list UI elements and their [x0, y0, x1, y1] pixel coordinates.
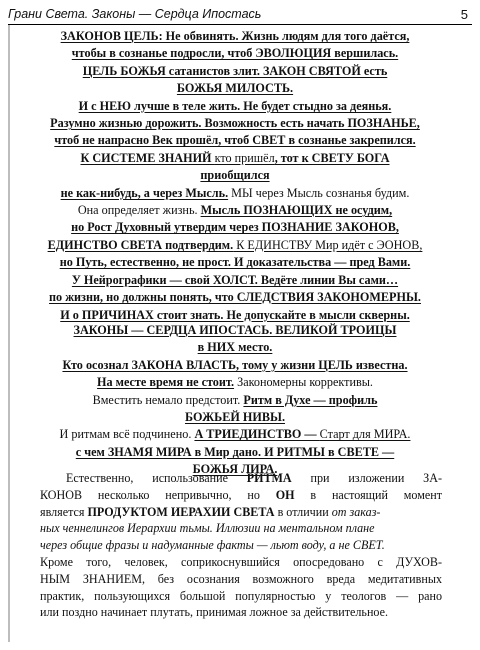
prose-line [40, 520, 442, 537]
text-run: Кроме того, человек, соприкоснувшийся опосредовано с ДУХОВ- [40, 554, 442, 569]
text-run: по жизни, но должны понять, что СЛЕДСТВИЯ ЗАКОНОМЕРНЫ. [49, 290, 421, 305]
verse-line [30, 63, 440, 80]
prose-line [40, 604, 442, 621]
text-run: не как-нибудь, а через Мысль. [60, 185, 229, 200]
verse-line [30, 115, 440, 132]
text-run: МЫ через Мысль сознанья будим. [228, 185, 410, 200]
text-run: К ЕДИНСТВУ Мир идёт с ЭОНОВ, [233, 237, 423, 252]
verse-line [30, 237, 440, 254]
text-run: кто пришёл [214, 150, 275, 165]
text-run: Она определяет жизнь. [77, 203, 201, 218]
text-run: БОЖЬЯ ЛИРА. [192, 462, 278, 477]
text-run: Мысль ПОЗНАЮЩИХ не осудим, [200, 203, 393, 218]
text-run: И о ПРИЧИНАХ стоит знать. Не допускайте в мысли скверны. [60, 307, 410, 322]
text-run: чтоб не напрасно Век прошёл, чтоб СВЕТ в сознанье закрепился. [54, 133, 416, 148]
text-run: с чем ЗНАМЯ МИРА в Мир дано. И РИТМЫ в СВЕТЕ — [75, 444, 395, 459]
verse-line [30, 150, 440, 167]
text-run: ЗАКОНОВ ЦЕЛЬ: Не обвинять. Жизнь людям для того даётся, [60, 29, 410, 43]
text-run: И ритмам всё подчинено. [59, 427, 195, 442]
text-run: в НИХ место. [197, 340, 273, 355]
text-run: Разумно жизнью дорожить. Возможность есть начать ПОЗНАНЬЕ, [50, 116, 420, 131]
verse-line [30, 254, 440, 271]
verse-line [30, 45, 440, 62]
text-run: БОЖЬЯ МИЛОСТЬ. [176, 81, 294, 96]
prose-line [40, 554, 442, 571]
verse-line [30, 392, 440, 409]
text-run: практик, пользующихся большой популярностью у теологов — рано [40, 588, 442, 603]
text-run: Ритм в Духе — профиль [243, 392, 378, 407]
verse-line [30, 219, 440, 236]
verse-line [30, 289, 440, 306]
header-title: Грани Света. Законы — Сердца Ипостась [8, 7, 262, 21]
text-run: от заказ- [331, 504, 381, 519]
text-run: является [40, 504, 88, 519]
text-run: ЕДИНСТВО СВЕТА подтвердим. [47, 237, 234, 252]
text-run: но Путь, естественно, не прост. И доказательства — пред Вами. [59, 255, 411, 270]
text-run: чтобы в сознанье подросли, чтоб ЭВОЛЮЦИЯ вершилась. [71, 46, 399, 61]
page-edge-shadow [8, 24, 10, 642]
text-run: К СИСТЕМЕ ЗНАНИЙ [80, 150, 215, 165]
text-run: ЦЕЛЬ БОЖЬЯ сатанистов злит. ЗАКОН СВЯТОЙ есть [82, 63, 388, 78]
text-run: через общие фразы и надуманные факты — льют воду, а не СВЕТ. [40, 538, 385, 553]
prose-line [40, 571, 442, 588]
text-run: ЗАКОНЫ — СЕРДЦА ИПОСТАСЬ. ВЕЛИКОЙ ТРОИЦЫ [73, 323, 397, 337]
text-run: НЫМ ЗНАНИЕМ, без осознания возможного вреда медитативных [40, 571, 442, 586]
text-run: Вместить немало предстоит. [92, 392, 244, 407]
text-run: КОНОВ несколько непривычно, но [40, 487, 276, 502]
text-run: в отличии [274, 504, 332, 519]
text-run: ПРОДУКТОМ ИЕРАХИИ СВЕТА [87, 504, 275, 519]
verse-line [30, 98, 440, 115]
text-run: БОЖЬЕЙ НИВЫ. [184, 410, 286, 425]
text-run: Естественно, использование [66, 471, 247, 485]
text-run: И с НЕЮ лучше в теле жить. Не будет стыдно за деянья. [78, 98, 392, 113]
text-run: но Рост Духовный утвердим через ПОЗНАНИЕ ЗАКОНОВ, [71, 220, 399, 235]
verse-line [30, 357, 440, 374]
commentary-paragraph [40, 470, 442, 621]
text-run: или поздно начинает плутать, принимая ложное за действительное. [40, 605, 389, 620]
running-header [8, 6, 472, 25]
verse-line [30, 272, 440, 289]
text-run: РИТМА [246, 471, 292, 485]
verse-line [30, 322, 440, 339]
text-run: А ТРИЕДИНСТВО — [194, 427, 320, 442]
prose-line [40, 504, 442, 521]
verse-line [30, 185, 440, 202]
stanza-laws-goal [30, 28, 440, 324]
verse-line [30, 374, 440, 391]
text-run: Кто осознал ЗАКОНА ВЛАСТЬ, тому у жизни ЦЕЛЬ известна. [62, 357, 408, 372]
page-number: 5 [460, 7, 468, 22]
text-run: У Нейрографики — свой ХОЛСТ. Ведёте линии Вы сами… [71, 272, 399, 287]
verse-line [30, 409, 440, 426]
stanza-laws-heart [30, 322, 440, 479]
text-run: Закономерны коррективы. [234, 375, 373, 390]
verse-line [30, 444, 440, 461]
verse-line [30, 167, 440, 184]
text-run: Старт для МИРА. [319, 427, 411, 442]
prose-line [40, 588, 442, 605]
text-run: ных ченнелингов Иерархии тьмы. Иллюзии на ментальном плане [40, 521, 375, 536]
text-run: ОН [275, 487, 295, 502]
text-run: , тот к СВЕТУ БОГА [274, 150, 390, 165]
prose-line [40, 487, 442, 504]
verse-line [30, 28, 440, 45]
text-run: На месте время не стоит. [97, 375, 235, 390]
verse-line [30, 426, 440, 443]
text-run: приобщился [200, 168, 270, 183]
verse-line [30, 339, 440, 356]
text-run: при изложении ЗА- [291, 471, 442, 485]
prose-line [40, 537, 442, 554]
verse-line [30, 132, 440, 149]
prose-line [40, 470, 442, 487]
verse-line [30, 80, 440, 97]
text-run: в настоящий момент [294, 487, 443, 502]
verse-line [30, 202, 440, 219]
